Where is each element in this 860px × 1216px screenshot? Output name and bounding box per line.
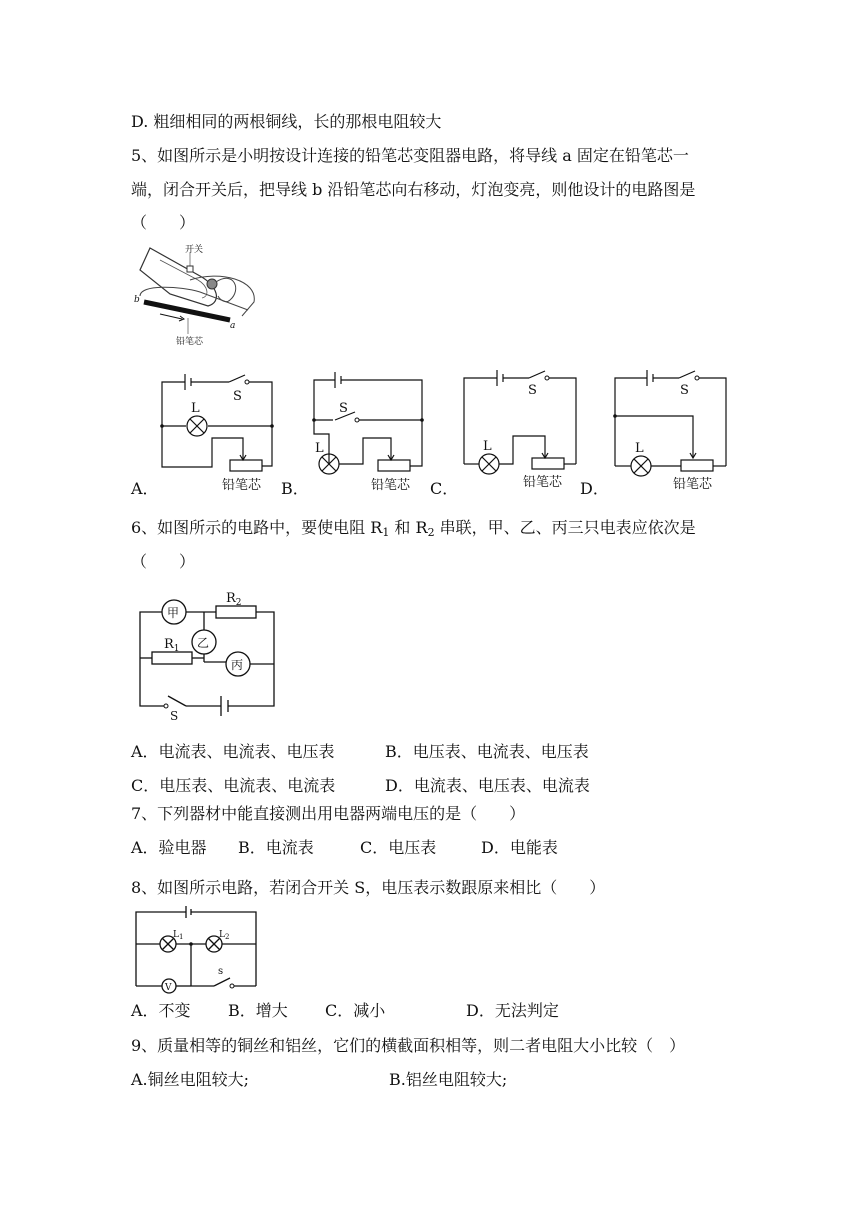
- q5-option-d-circuit: [605, 368, 735, 494]
- label-r1: $R_1$: [164, 637, 180, 654]
- q5-option-d-letter: D．: [580, 479, 609, 498]
- photo-switch: [187, 266, 193, 272]
- option-a-lamp-label: L: [191, 401, 200, 416]
- q7-option-d: D．电能表: [481, 838, 558, 857]
- label-bing: 丙: [231, 658, 244, 672]
- option-c-switch-label: S: [528, 383, 537, 398]
- label-l2: $L_2$: [219, 930, 230, 941]
- q5-answer-bracket: （ ）: [131, 213, 196, 232]
- q9-option-a: A.铜丝电阻较大;: [131, 1070, 250, 1089]
- q7-stem: 7、下列器材中能直接测出用电器两端电压的是（ ）: [131, 804, 526, 823]
- q5-option-a-letter: A．: [131, 479, 159, 498]
- label-v: V: [165, 983, 172, 993]
- option-c-lead-label: 铅笔芯: [523, 475, 563, 490]
- q5-option-b-letter: B．: [281, 479, 309, 498]
- option-a-lead-label: 铅笔芯: [222, 478, 262, 493]
- photo-label-a: a: [230, 321, 236, 331]
- q5-option-c-circuit: [455, 364, 585, 490]
- q6-stem-part1: 6、如图所示的电路中，要使电阻 R: [131, 518, 383, 537]
- option-b-switch-label: S: [339, 401, 348, 416]
- q6-stem-part2: 和 R: [389, 518, 428, 537]
- q8-stem: 8、如图所示电路，若闭合开关 S，电压表示数跟原来相比（ ）: [131, 878, 606, 897]
- q7-option-a: A．验电器: [131, 838, 207, 857]
- q9-stem: 9、质量相等的铜丝和铝丝，它们的横截面积相等，则二者电阻大小比较（ ）: [131, 1036, 686, 1055]
- q5-option-a-circuit: [155, 370, 285, 496]
- q8-option-b: B．增大: [228, 1001, 288, 1020]
- label-yi: 乙: [197, 636, 210, 650]
- q9-option-b: B.铝丝电阻较大;: [389, 1070, 508, 1089]
- option-d-switch-label: S: [680, 383, 689, 398]
- option-c-lamp-label: L: [483, 439, 492, 454]
- q6-sub2: 2: [427, 526, 435, 539]
- label-switch-s: S: [170, 709, 179, 723]
- photo-bulb: [207, 279, 217, 289]
- photo-switch-label: 开关: [185, 245, 204, 255]
- label-switch-s: s: [218, 966, 224, 977]
- q5-stem-line2: 端，闭合开关后，把导线 b 沿铅笔芯向右移动，灯泡变亮，则他设计的电路图是: [131, 180, 696, 199]
- q5-pencil-lead-photo: [130, 240, 270, 350]
- q8-option-a: A．不变: [131, 1001, 191, 1020]
- option-d-lamp-label: L: [635, 441, 644, 456]
- q6-sub1: 1: [382, 526, 390, 539]
- option-d-lead-label: 铅笔芯: [673, 477, 713, 492]
- option-b-lamp-label: L: [315, 441, 324, 456]
- q6-stem-part3: 串联，甲、乙、丙三只电表应依次是: [434, 518, 696, 537]
- option-b-lead-label: 铅笔芯: [371, 478, 411, 493]
- q6-option-b: B．电压表、电流表、电压表: [385, 742, 589, 761]
- label-jia: 甲: [167, 606, 180, 620]
- photo-lead-label: 铅笔芯: [176, 337, 204, 347]
- q4-option-d: D. 粗细相同的两根铜线，长的那根电阻较大: [131, 112, 442, 131]
- q6-option-c: C．电压表、电流表、电流表: [131, 776, 336, 795]
- photo-pencil-lead: [144, 302, 230, 320]
- q6-stem-line1: [131, 518, 696, 543]
- resistor-r1: [152, 652, 192, 664]
- q6-option-d: D．电流表、电压表、电流表: [385, 776, 590, 795]
- q8-option-c: C．减小: [325, 1001, 386, 1020]
- q6-circuit-figure: [130, 582, 290, 722]
- option-a-switch-label: S: [233, 389, 242, 404]
- label-r2: $R_2$: [226, 591, 242, 608]
- q7-option-c: C．电压表: [360, 838, 437, 857]
- q5-option-b-circuit: [305, 370, 435, 496]
- q5-option-c-letter: C．: [430, 479, 459, 498]
- q5-stem-line1: 5、如图所示是小明按设计连接的铅笔芯变阻器电路，将导线 a 固定在铅笔芯一: [131, 146, 689, 165]
- q8-option-d: D．无法判定: [466, 1001, 559, 1020]
- label-l1: $L_1$: [173, 930, 184, 941]
- q7-option-b: B．电流表: [238, 838, 314, 857]
- photo-label-b: b: [134, 295, 140, 305]
- q6-answer-bracket: （ ）: [131, 552, 196, 571]
- q6-option-a: A．电流表、电流表、电压表: [131, 742, 335, 761]
- q8-circuit-figure: [132, 904, 260, 992]
